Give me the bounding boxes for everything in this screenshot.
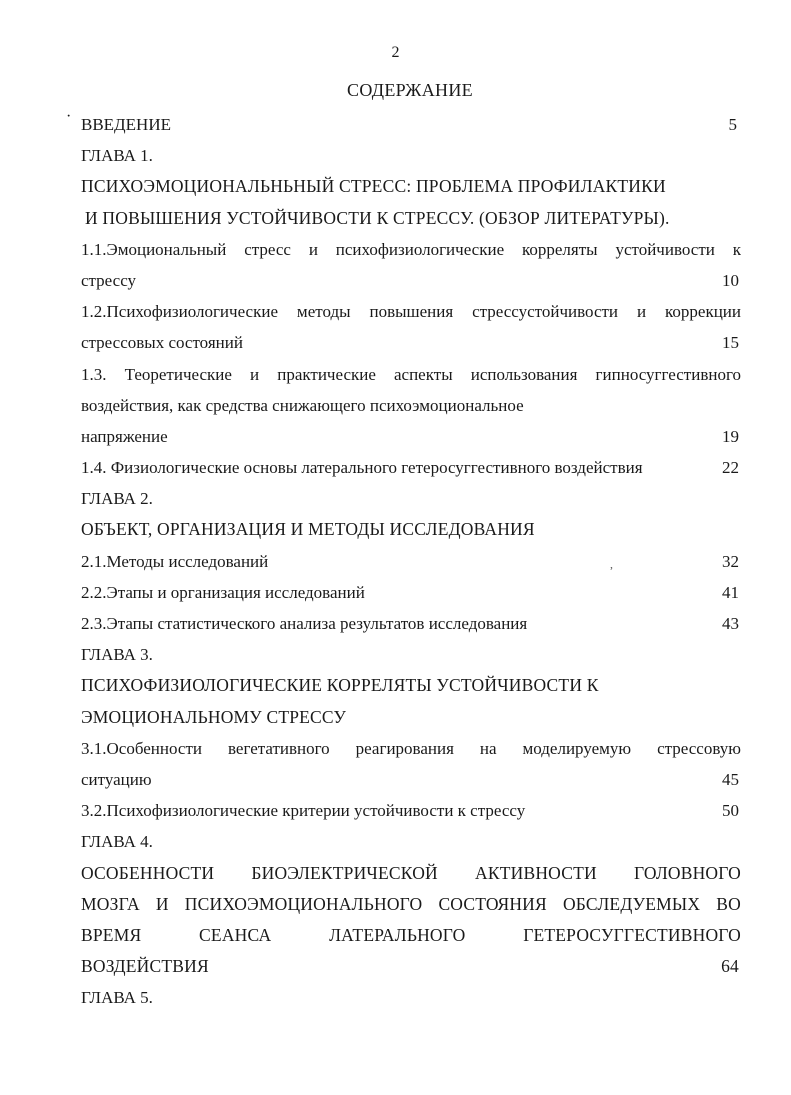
toc-entry-text: ГЛАВА 3. [81,645,153,665]
toc-entry-text: ПСИХОФИЗИОЛОГИЧЕСКИЕ КОРРЕЛЯТЫ УСТОЙЧИВОСТИ К [81,675,599,696]
toc-section-2-3 [81,608,741,639]
table-of-contents [81,109,741,1013]
toc-entry-text: ОБЪЕКТ, ОРГАНИЗАЦИЯ И МЕТОДЫ ИССЛЕДОВАНИЯ [81,519,535,540]
toc-entry-text: ВРЕМЯ СЕАНСА ЛАТЕРАЛЬНОГО ГЕТЕРОСУГГЕСТИВНОГО [81,924,741,945]
toc-section-3-2 [81,795,741,826]
toc-section-1-3 [81,359,741,390]
toc-entry-text: ГЛАВА 1. [81,146,153,166]
toc-entry-text: стрессу [81,270,137,290]
toc-entry-text: воздействия, как средства снижающего психоэмоциональное [81,395,524,415]
toc-chapter-4-title-cont [81,889,741,920]
toc-section-3-1-cont [81,764,741,795]
toc-entry-page: 45 [722,769,739,789]
toc-entry-page: 22 [722,458,739,478]
toc-entry-text: 2.2.Этапы и организация исследований [81,582,365,602]
toc-entry-text: ГЛАВА 4. [81,832,153,852]
stray-dot-mark: · [66,108,72,125]
toc-section-1-2 [81,296,741,327]
toc-chapter-2-label [81,483,741,514]
toc-chapter-3-title-cont [81,702,741,733]
toc-chapter-2-title [81,514,741,545]
toc-entry-text: стрессовых состояний [81,333,243,353]
toc-entry-page: 64 [721,956,739,977]
toc-entry-page: 32 [722,551,739,571]
toc-entry-text: МОЗГА И ПСИХОЭМОЦИОНАЛЬНОГО СОСТОЯНИЯ ОБСЛЕДУЕМЫХ ВО [81,893,741,914]
toc-entry-page: 5 [728,115,737,134]
toc-entry-text: ОСОБЕННОСТИ БИОЭЛЕКТРИЧЕСКОЙ АКТИВНОСТИ ГОЛОВНОГО [81,862,741,883]
page-title: СОДЕРЖАНИЕ [347,80,473,100]
toc-entry-text: ситуацию [81,769,152,789]
toc-entry-text: 1.2.Психофизиологические методы повышения стрессустойчивости и коррекции [81,302,741,322]
page-number: 2 [391,44,400,61]
toc-chapter-1-title-cont [81,203,741,234]
toc-entry-text: 1.1.Эмоциональный стресс и психофизиологические корреляты устойчивости к [81,239,741,259]
toc-entry-text: 2.3.Этапы статистического анализа результатов исследования [81,614,528,633]
toc-section-2-2 [81,577,741,608]
toc-section-1-1-cont [81,265,741,296]
toc-entry-text: 2.1.Методы исследований [81,551,269,571]
toc-entry-text: 1.3. Теоретические и практические аспекты использования гипносуггестивного [81,364,741,384]
toc-section-3-1 [81,733,741,764]
toc-chapter-4-label [81,826,741,857]
toc-section-2-1 [81,546,741,577]
toc-entry-text: ЭМОЦИОНАЛЬНОМУ СТРЕССУ [81,706,347,727]
toc-chapter-3-title [81,670,741,701]
toc-chapter-1-title [81,171,741,202]
toc-entry-page: 19 [722,426,739,446]
toc-entry-text: ВОЗДЕЙСТВИЯ [81,956,209,977]
toc-entry-page: 50 [722,801,739,821]
toc-section-1-3-cont-2 [81,421,741,452]
toc-entry-text: 3.2.Психофизиологические критерии устойчивости к стрессу [81,801,526,821]
toc-entry-text: ПСИХОЭМОЦИОНАЛЬНЬНЫЙ СТРЕСС: ПРОБЛЕМА ПРОФИЛАКТИКИ [81,176,666,197]
toc-chapter-4-title [81,858,741,889]
toc-section-1-3-cont [81,390,741,421]
toc-section-1-4 [81,452,741,483]
toc-chapter-3-label [81,639,741,670]
toc-section-1-2-cont [81,327,741,358]
toc-chapter-5-label [81,982,741,1013]
toc-entry-introduction [81,109,741,140]
toc-entry-text: ВВЕДЕНИЕ [81,115,171,134]
toc-entry-page: 41 [722,582,739,602]
toc-entry-text: ГЛАВА 2. [81,489,153,509]
toc-chapter-1-label [81,140,741,171]
stray-comma-mark: , [610,557,613,571]
toc-entry-page: 10 [722,270,739,290]
toc-entry-text: 3.1.Особенности вегетативного реагирования на моделируемую стрессовую [81,738,741,758]
toc-entry-text: И ПОВЫШЕНИЯ УСТОЙЧИВОСТИ К СТРЕССУ. (ОБЗОР ЛИТЕРАТУРЫ). [85,207,670,228]
toc-chapter-4-title-cont-3 [81,951,741,982]
toc-entry-page: 15 [722,333,739,353]
toc-entry-text: 1.4. Физиологические основы латерального гетеросуггестивного воздействия [81,458,643,478]
toc-section-1-1 [81,234,741,265]
toc-entry-text: напряжение [81,426,168,446]
toc-entry-page: 43 [722,614,739,633]
toc-entry-text: ГЛАВА 5. [81,988,153,1008]
toc-chapter-4-title-cont-2 [81,920,741,951]
